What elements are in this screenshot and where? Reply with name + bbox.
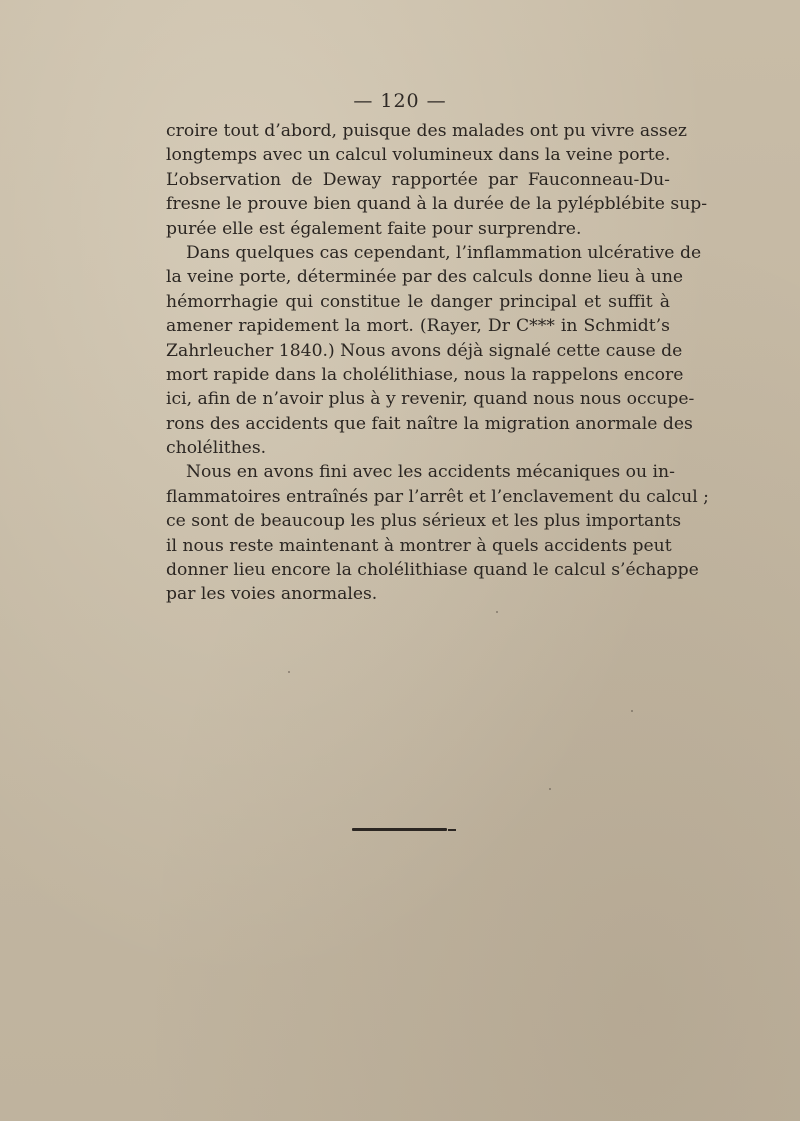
text-line: donner lieu encore la cholélithiase quand le calcul s’échappe <box>166 560 699 581</box>
paper-speck <box>631 710 633 712</box>
text-line: ici, afin de n’avoir plus à y revenir, quand nous nous occupe- <box>166 389 695 410</box>
text-line: longtemps avec un calcul volumineux dans la veine porte. <box>166 145 671 166</box>
text-line: cholélithes. <box>166 438 267 459</box>
text-line: mort rapide dans la cholélithiase, nous la rappelons encore <box>166 364 684 385</box>
text-line: fresne le prouve bien quand à la durée de la pylépblébite sup- <box>166 194 708 215</box>
text-line: la veine porte, déterminée par des calculs donne lieu à une <box>166 267 684 288</box>
paper-speck <box>496 611 498 613</box>
paper-speck <box>288 671 290 673</box>
text-line: ce sont de beaucoup les plus sérieux et les plus importants <box>166 511 682 532</box>
text-line: Zahrleucher 1840.) Nous avons déjà signalé cette cause de <box>166 340 683 361</box>
text-line: il nous reste maintenant à montrer à quels accidents peut <box>166 535 672 556</box>
body-text <box>166 119 709 607</box>
text-line: purée elle est également faite pour surprendre. <box>166 218 582 239</box>
text-line: flammatoires entraînés par l’arrêt et l’enclavement du calcul ; <box>166 486 709 507</box>
end-rule-tail <box>448 829 456 831</box>
text-line: croire tout d’abord, puisque des malades ont pu vivre assez <box>166 121 687 141</box>
text-line: par les voies anormales. <box>166 584 378 605</box>
text-line: L’observation de Deway rapportée par Fauconneau-Du- <box>166 169 670 190</box>
text-line: rons des accidents que fait naître la migration anormale des <box>166 413 693 434</box>
page-number: — 120 — <box>353 90 447 112</box>
end-rule <box>352 828 447 831</box>
text-line: hémorrhagie qui constitue le danger principal et suffit à <box>166 291 670 312</box>
text-line: amener rapidement la mort. (Rayer, Dr C*** in Schmidt’s <box>166 316 670 337</box>
paper-speck <box>549 788 551 790</box>
text-line: Nous en avons fini avec les accidents mécaniques ou in- <box>186 462 675 483</box>
text-line: Dans quelques cas cependant, l’inflammation ulcérative de <box>186 242 702 263</box>
